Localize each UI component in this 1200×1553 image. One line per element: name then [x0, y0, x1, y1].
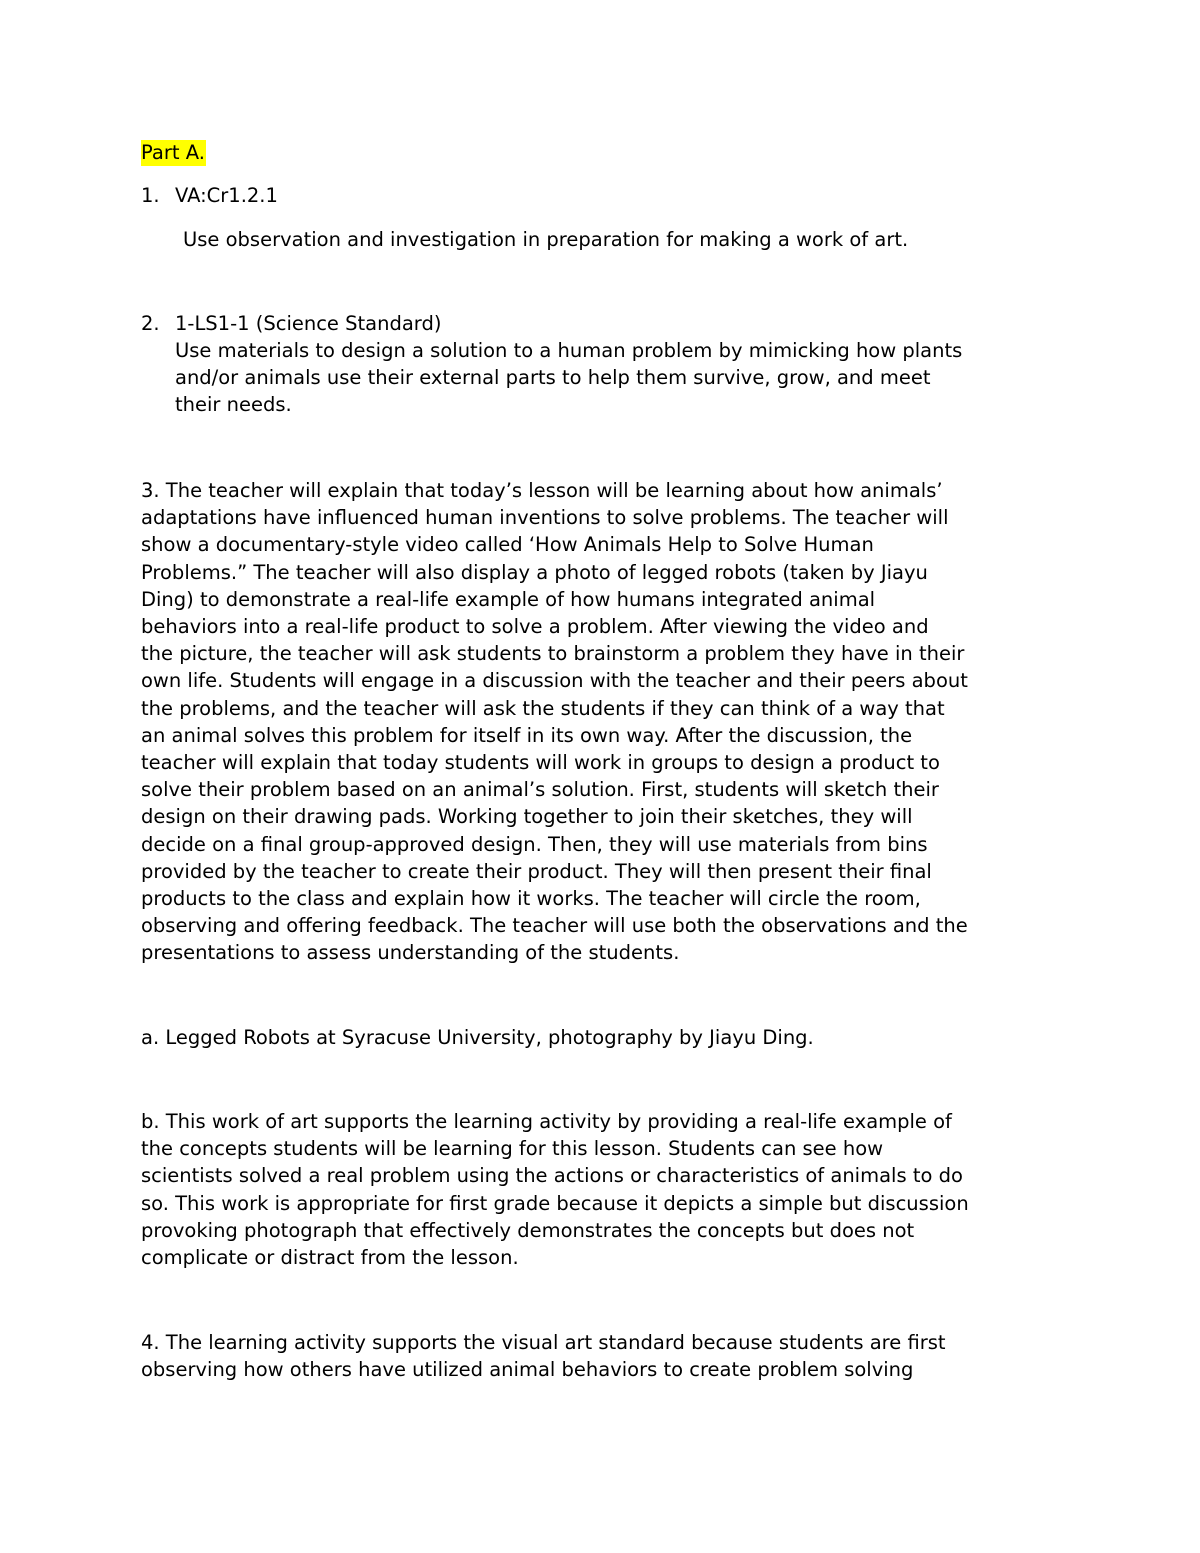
- item-4-line: observing how others have utilized animal behaviors to create problem solving: [141, 1358, 914, 1382]
- item-2-description: [175, 337, 962, 419]
- item-b-line: the concepts students will be learning for this lesson. Students can see how: [141, 1137, 884, 1161]
- item-3-line: own life. Students will engage in a discussion with the teacher and their peers about: [141, 669, 968, 693]
- item-3-line: products to the class and explain how it works. The teacher will circle the room,: [141, 887, 921, 911]
- item-b-paragraph: [141, 1108, 969, 1271]
- item-2-number: 2.: [141, 312, 160, 335]
- item-3-line: 3. The teacher will explain that today’s lesson will be learning about how animals’: [141, 479, 943, 502]
- item-b-line: complicate or distract from the lesson.: [141, 1246, 519, 1270]
- item-3-line: behaviors into a real-life product to solve a problem. After viewing the video and: [141, 615, 929, 639]
- item-3-line: design on their drawing pads. Working together to join their sketches, they will: [141, 805, 913, 829]
- item-1-code: VA:Cr1.2.1: [175, 184, 278, 207]
- item-3-line: the problems, and the teacher will ask the students if they can think of a way that: [141, 696, 945, 720]
- item-3-line: teacher will explain that today students will work in groups to design a product to: [141, 751, 940, 775]
- item-a-citation: a. Legged Robots at Syracuse University, photography by Jiayu Ding.: [141, 1026, 814, 1049]
- item-3-line: an animal solves this problem for itself in its own way. After the discussion, the: [141, 723, 913, 747]
- item-3-line: presentations to assess understanding of the students.: [141, 941, 680, 965]
- item-4-line: 4. The learning activity supports the visual art standard because students are first: [141, 1331, 946, 1354]
- item-3-line: Problems.” The teacher will also display a photo of legged robots (taken by Jiayu: [141, 560, 928, 584]
- item-3-paragraph: [141, 477, 968, 967]
- item-3-line: decide on a final group-approved design. Then, they will use materials from bins: [141, 832, 928, 856]
- item-3-line: provided by the teacher to create their product. They will then present their final: [141, 859, 932, 883]
- item-b-line: provoking photograph that effectively demonstrates the concepts but does not: [141, 1218, 915, 1242]
- item-2-code: 1-LS1-1 (Science Standard): [175, 312, 442, 335]
- item-b-line: b. This work of art supports the learning activity by providing a real-life example of: [141, 1110, 952, 1133]
- item-3-line: adaptations have influenced human inventions to solve problems. The teacher will: [141, 506, 949, 530]
- item-3-line: observing and offering feedback. The teacher will use both the observations and the: [141, 914, 968, 938]
- item-3-line: show a documentary-style video called ‘How Animals Help to Solve Human: [141, 533, 874, 557]
- item-1-number: 1.: [141, 184, 160, 207]
- item-2-line: their needs.: [175, 393, 292, 417]
- item-3-line: solve their problem based on an animal’s solution. First, students will sketch their: [141, 778, 939, 802]
- item-1-description: Use observation and investigation in preparation for making a work of art.: [183, 228, 909, 251]
- item-b-line: scientists solved a real problem using the actions or characteristics of animals to do: [141, 1164, 963, 1188]
- item-4-paragraph: [141, 1329, 946, 1383]
- section-heading: Part A.: [141, 141, 205, 164]
- item-3-line: the picture, the teacher will ask students to brainstorm a problem they have in their: [141, 642, 965, 666]
- item-2-line: Use materials to design a solution to a human problem by mimicking how plants: [175, 339, 963, 362]
- item-3-line: Ding) to demonstrate a real-life example of how humans integrated animal: [141, 587, 876, 611]
- item-2-line: and/or animals use their external parts to help them survive, grow, and meet: [175, 366, 931, 390]
- item-b-line: so. This work is appropriate for first grade because it depicts a simple but discussion: [141, 1191, 969, 1215]
